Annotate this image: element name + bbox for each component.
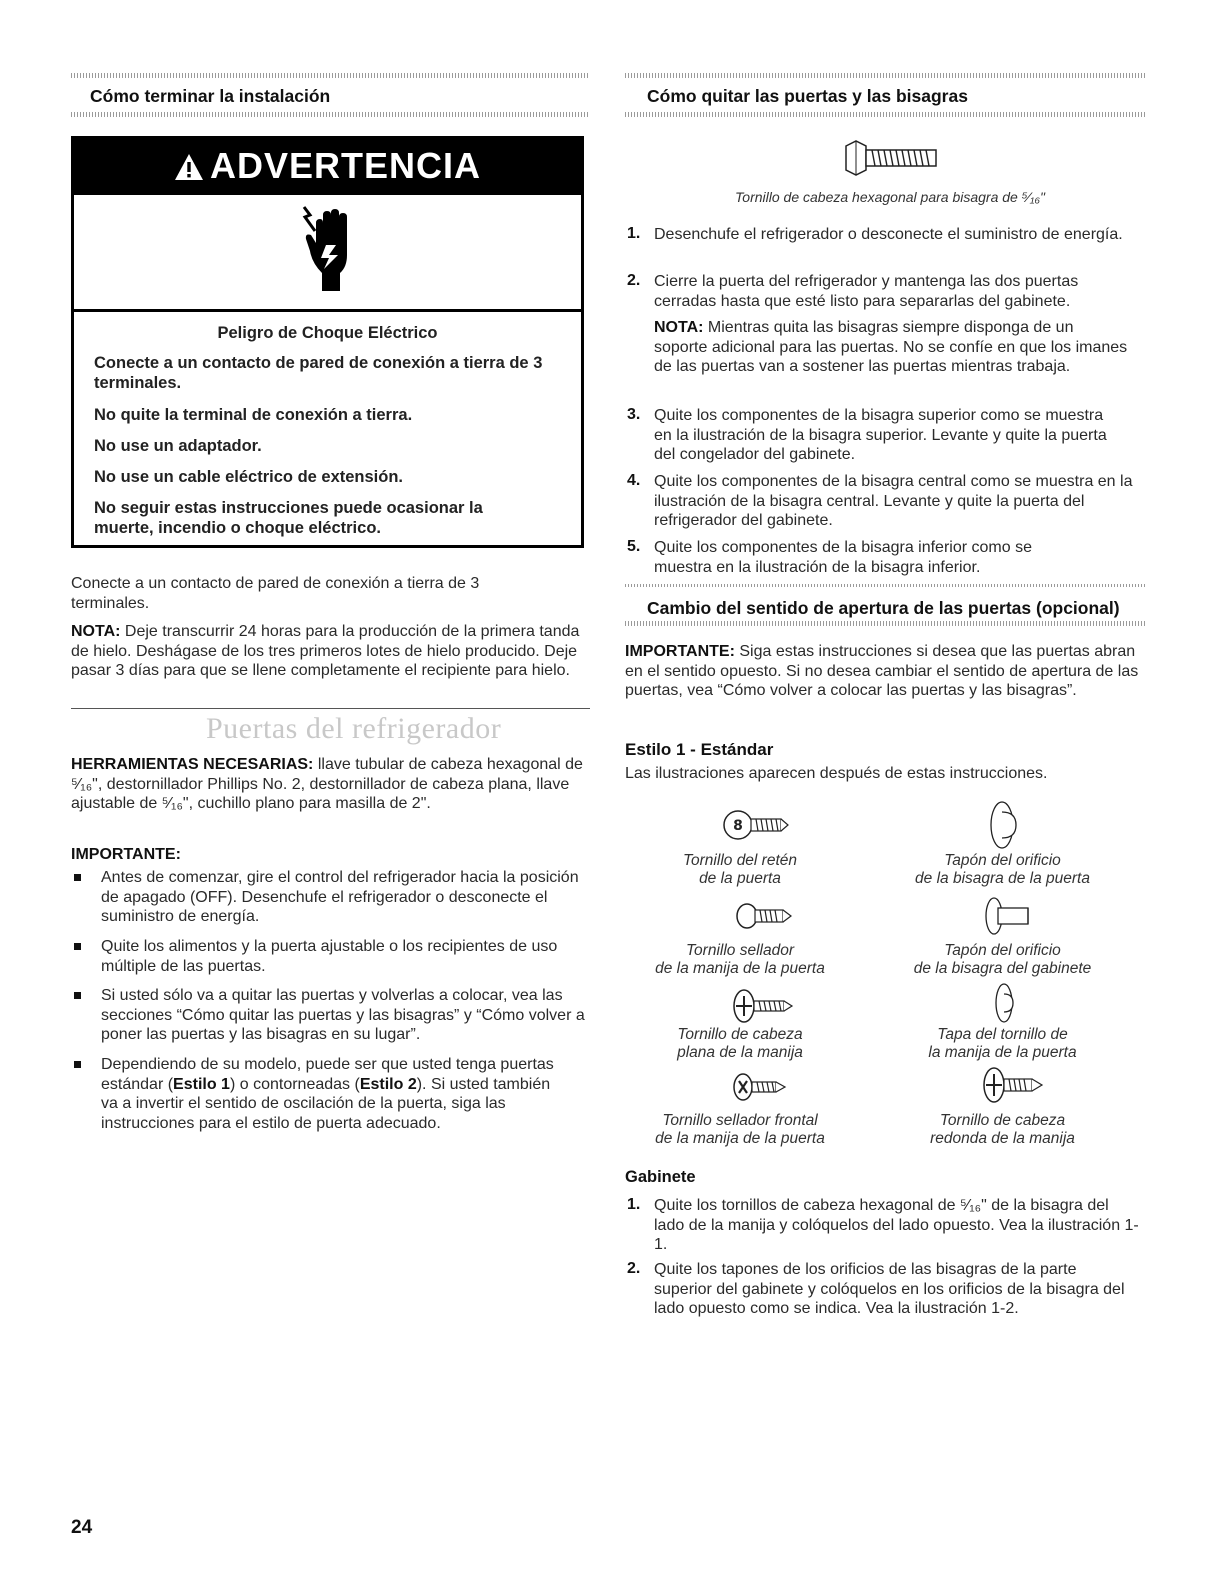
list-item: Si usted sólo va a quitar las puertas y volverlas a colocar, vea las secciones “Cómo quitar las puertas y las bisagras” y “Cómo volver a poner las puertas y las bisagras en su lugar”. — [101, 987, 585, 1043]
warning-title-text: ADVERTENCIA — [209, 145, 481, 186]
part-caption: Tapa del tornillo de la manija de la puerta — [928, 1026, 1077, 1061]
warning-line: No quite la terminal de conexión a tierra. — [94, 406, 413, 424]
electric-shock-hand-icon — [302, 205, 354, 298]
section-divider — [71, 708, 590, 709]
warning-triangle-icon — [174, 148, 204, 190]
style-heading: Estilo 1 - Estándar — [625, 740, 774, 759]
tools-paragraph — [71, 755, 591, 814]
part-caption: Tapón del orificio de la bisagra del gabinete — [913, 942, 1092, 977]
step-text: Quite los tornillos de cabeza hexagonal de ⁵⁄₁₆" de la bisagra del lado de la manija y colóquelos del lado opuesto. Vea la ilustración 1-1. — [654, 1197, 1139, 1253]
style-intro: Las ilustraciones aparecen después de estas instrucciones. — [625, 765, 1048, 782]
part-caption: Tornillo sellador de la manija de la puerta — [655, 942, 825, 977]
hazard-title: Peligro de Choque Eléctrico — [217, 324, 438, 342]
page-number: 24 — [71, 1517, 93, 1538]
importante-label: IMPORTANTE: — [71, 846, 181, 863]
section-heading-reverse-doors: Cambio del sentido de apertura de las puertas (opcional) — [647, 598, 1120, 618]
cabinet-heading: Gabinete — [625, 1168, 696, 1186]
nota-text: Deje transcurrir 24 horas para la producción de la primera tanda de hielo. Deshágase de los tres primeros lotes de hielo producido. Deje pasar 3 días para que se llene completamente el recipiente para hielo. — [71, 623, 580, 679]
warning-divider — [74, 309, 581, 312]
warning-line: Conecte a un contacto de pared de conexión a tierra de 3 terminales. — [94, 354, 543, 392]
cabinet-hinge-hole-plug-icon — [984, 896, 1034, 941]
section-heading-installation: Cómo terminar la instalación — [90, 86, 331, 106]
step-note — [654, 318, 1129, 377]
part-caption: Tornillo de cabeza redonda de la manija — [930, 1112, 1075, 1147]
door-stop-screw-icon — [722, 808, 790, 847]
tools-text: llave tubular de cabeza hexagonal de ⁵⁄₁₆", destornillador Phillips No. 2, destornillador de cabeza plana, llave ajustable de ⁵⁄₁₆", cuchillo plano para masilla de 2". — [71, 756, 583, 812]
importante-paragraph — [625, 642, 1145, 701]
part-caption: Tapón del orificio de la bisagra de la puerta — [915, 852, 1090, 887]
part-caption: Tornillo de cabeza plana de la manija — [677, 1026, 803, 1061]
step-text: Cierre la puerta del refrigerador y mantenga las dos puertas cerradas hasta que esté listo para separarlas del gabinete. — [654, 273, 1079, 310]
bullet-marker — [74, 992, 81, 999]
list-item: Antes de comenzar, gire el control del refrigerador hacia la posición de apagado (OFF). Desenchufe el refrigerador o desconecte el suministro de energía. — [101, 869, 579, 925]
tools-label: HERRAMIENTAS NECESARIAS: — [71, 756, 314, 773]
section-title-doors: Puertas del refrigerador — [206, 712, 502, 745]
importante-text: Siga estas instrucciones si desea que las puertas abran en el sentido opuesto. Si no desea cambiar el sentido de apertura de las puertas, vea “Cómo volver a colocar las puertas y las bisagras”. — [625, 643, 1139, 699]
hex-bolt-icon — [842, 140, 940, 181]
step-text: Quite los componentes de la bisagra inferior como se muestra en la ilustración de la bisagra inferior. — [654, 539, 1032, 576]
handle-screw-cap-icon — [993, 982, 1021, 1029]
step-text: Quite los componentes de la bisagra superior como se muestra en la ilustración de la bisagra superior. Levante y quite la puerta del congelador del gabinete. — [654, 407, 1107, 463]
step-number: 2. — [627, 272, 641, 289]
part-caption: Tornillo sellador frontal de la manija de la puerta — [655, 1112, 825, 1147]
heading-rule-bottom — [625, 621, 1146, 626]
heading-rule-right — [625, 112, 1146, 117]
step-text: Desenchufe el refrigerador o desconecte el suministro de energía. — [654, 226, 1123, 243]
ice-note-paragraph — [71, 622, 586, 681]
grounding-paragraph: Conecte a un contacto de pared de conexión a tierra de 3 terminales. — [71, 575, 480, 612]
nota-label: NOTA: — [71, 623, 121, 640]
step-number: 3. — [627, 406, 641, 423]
step-text: Quite los tapones de los orificios de las bisagras de la parte superior del gabinete y colóquelos en los orificios de la bisagra del lado opuesto como se indica. Vea la ilustración 1-2. — [654, 1261, 1125, 1317]
list-item: Dependiendo de su modelo, puede ser que usted tenga puertas estándar (Estilo 1) o contorneadas (Estilo 2). Si usted también va a invertir el sentido de oscilación de la puerta, siga las instrucciones para el estilo de puerta adecuado. — [101, 1056, 554, 1132]
round-head-screw-icon — [982, 1066, 1046, 1109]
section-heading-remove-doors: Cómo quitar las puertas y las bisagras — [647, 86, 968, 106]
step-number: 1. — [627, 1196, 641, 1213]
heading-rule-left — [71, 112, 590, 117]
door-hinge-hole-plug-icon — [988, 800, 1028, 855]
warning-title — [74, 145, 581, 190]
step-number: 1. — [627, 225, 641, 242]
step-number: 4. — [627, 472, 641, 489]
step-number: 2. — [627, 1260, 641, 1277]
warning-banner — [74, 139, 581, 195]
step-text: Quite los componentes de la bisagra central como se muestra en la ilustración de la bisagra central. Levante y quite la puerta del refrigerador del gabinete. — [654, 473, 1133, 529]
heading-rule-top — [625, 584, 1146, 587]
svg-text:8: 8 — [733, 818, 743, 834]
bolt-caption: Tornillo de cabeza hexagonal para bisagra de ⁵⁄₁₆" — [735, 189, 1045, 205]
part-caption: Tornillo del retén de la puerta — [682, 852, 798, 887]
bullet-marker — [74, 943, 81, 950]
nota-label: NOTA: — [654, 319, 704, 336]
warning-box — [71, 136, 584, 548]
bullet-marker — [74, 874, 81, 881]
warning-line: No seguir estas instrucciones puede ocasionar la muerte, incendio o choque eléctrico. — [94, 499, 483, 537]
list-item: Quite los alimentos y la puerta ajustable o los recipientes de uso múltiple de las puertas. — [101, 938, 558, 975]
importante-label: IMPORTANTE: — [625, 643, 735, 660]
warning-line: No use un adaptador. — [94, 437, 262, 455]
nota-text: Mientras quita las bisagras siempre disponga de un soporte adicional para las puertas. No se confíe en que los imanes de las puertas van a sostener las puertas mientras trabaja. — [654, 319, 1128, 375]
handle-sealing-screw-icon — [735, 902, 795, 935]
top-rule-left — [71, 73, 590, 78]
bullet-marker — [74, 1061, 81, 1068]
top-rule-right — [625, 73, 1146, 78]
flat-head-screw-icon — [732, 988, 796, 1029]
step-number: 5. — [627, 538, 641, 555]
warning-line: No use un cable eléctrico de extensión. — [94, 468, 404, 486]
front-sealing-screw-icon — [733, 1072, 789, 1107]
